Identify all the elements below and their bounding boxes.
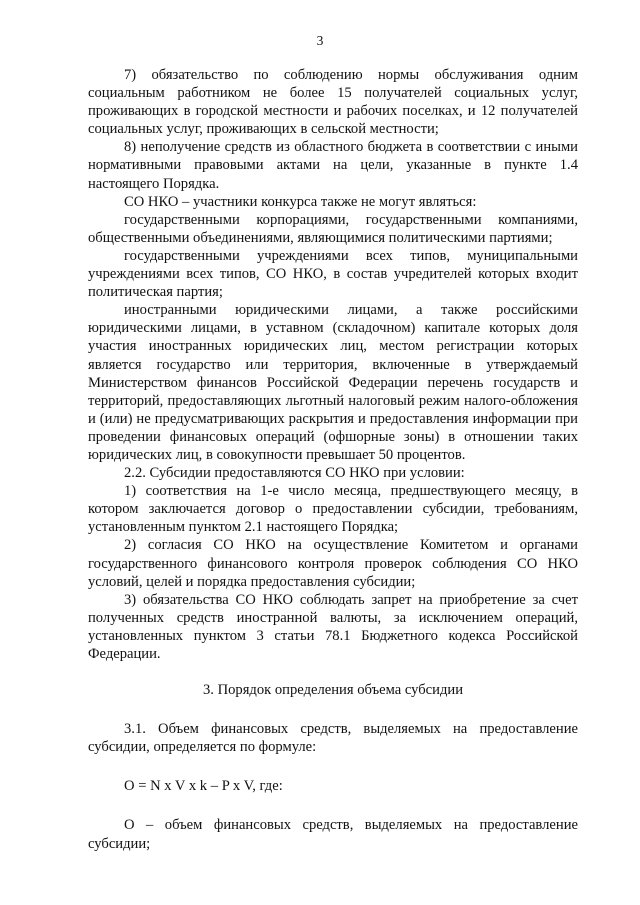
paragraph: СО НКО – участники конкурса также не могут являться: — [124, 193, 477, 210]
section-heading: 3. Порядок определения объема субсидии — [202, 682, 464, 699]
document-body — [88, 66, 578, 853]
paragraph: 1) соответствия на 1-е число месяца, предшествующего месяцу, в котором заключается договор о предоставлении субсидии, требованиям, установленным пунктом 2.1 настоящего Порядка; — [88, 483, 578, 536]
paragraph: 7) обязательство по соблюдению нормы обслуживания одним социальным работником не более 15 получателей социальных услуг, проживающих в городской местности и рабочих поселках, и 12 получателей социальных услуг, проживающих в сельской местности; — [88, 67, 578, 138]
paragraph: 2) согласия СО НКО на осуществление Комитетом и органами государственного финансового контроля проверок соблюдения СО НКО условий, целей и порядка предоставления субсидии; — [88, 537, 578, 590]
paragraph: 2.2. Субсидии предоставляются СО НКО при условии: — [124, 465, 465, 482]
formula: O = N x V x k – P x V, где: — [124, 778, 283, 795]
paragraph: 8) неполучение средств из областного бюджета в соответствии с иными нормативными правовыми актами на цели, указанные в пункте 1.4 настоящего Порядка. — [88, 139, 578, 192]
page-number: 3 — [316, 33, 324, 48]
section-intro: 3.1. Объем финансовых средств, выделяемых на предоставление субсидии, определяется по формуле: — [88, 721, 578, 756]
paragraph: государственными корпорациями, государственными компаниями, общественными объединениями, являющимися политическими партиями; — [88, 211, 578, 246]
definition: O – объем финансовых средств, выделяемых на предоставление субсидии; — [88, 817, 578, 852]
paragraph: 3) обязательства СО НКО соблюдать запрет на приобретение за счет полученных средств иностранной валюты, за исключением операций, установленных пунктом 3 статьи 78.1 Бюджетного кодекса Российской Федерации. — [88, 591, 578, 662]
paragraph: государственными учреждениями всех типов, муниципальными учреждениями всех типов, СО НКО, в состав учредителей которых входит политическая партия; — [88, 247, 578, 301]
paragraph: иностранными юридическими лицами, а также российскими юридическими лицами, в уставном (складочном) капитале которых доля участия иностранных юридических лиц, местом регистрации которых является государство или территория, включенные в утверждаемый Министерством финансов Российской Федерации перечень государств и территорий, предоставляющих льготный налоговый режим налого-обложения и (или) не предусматривающих раскрытия и предоставления информации при проведении финансовых операций (офшорные зоны) в отношении таких юридических лиц, в совокупности превышает 50 процентов. — [88, 302, 578, 463]
